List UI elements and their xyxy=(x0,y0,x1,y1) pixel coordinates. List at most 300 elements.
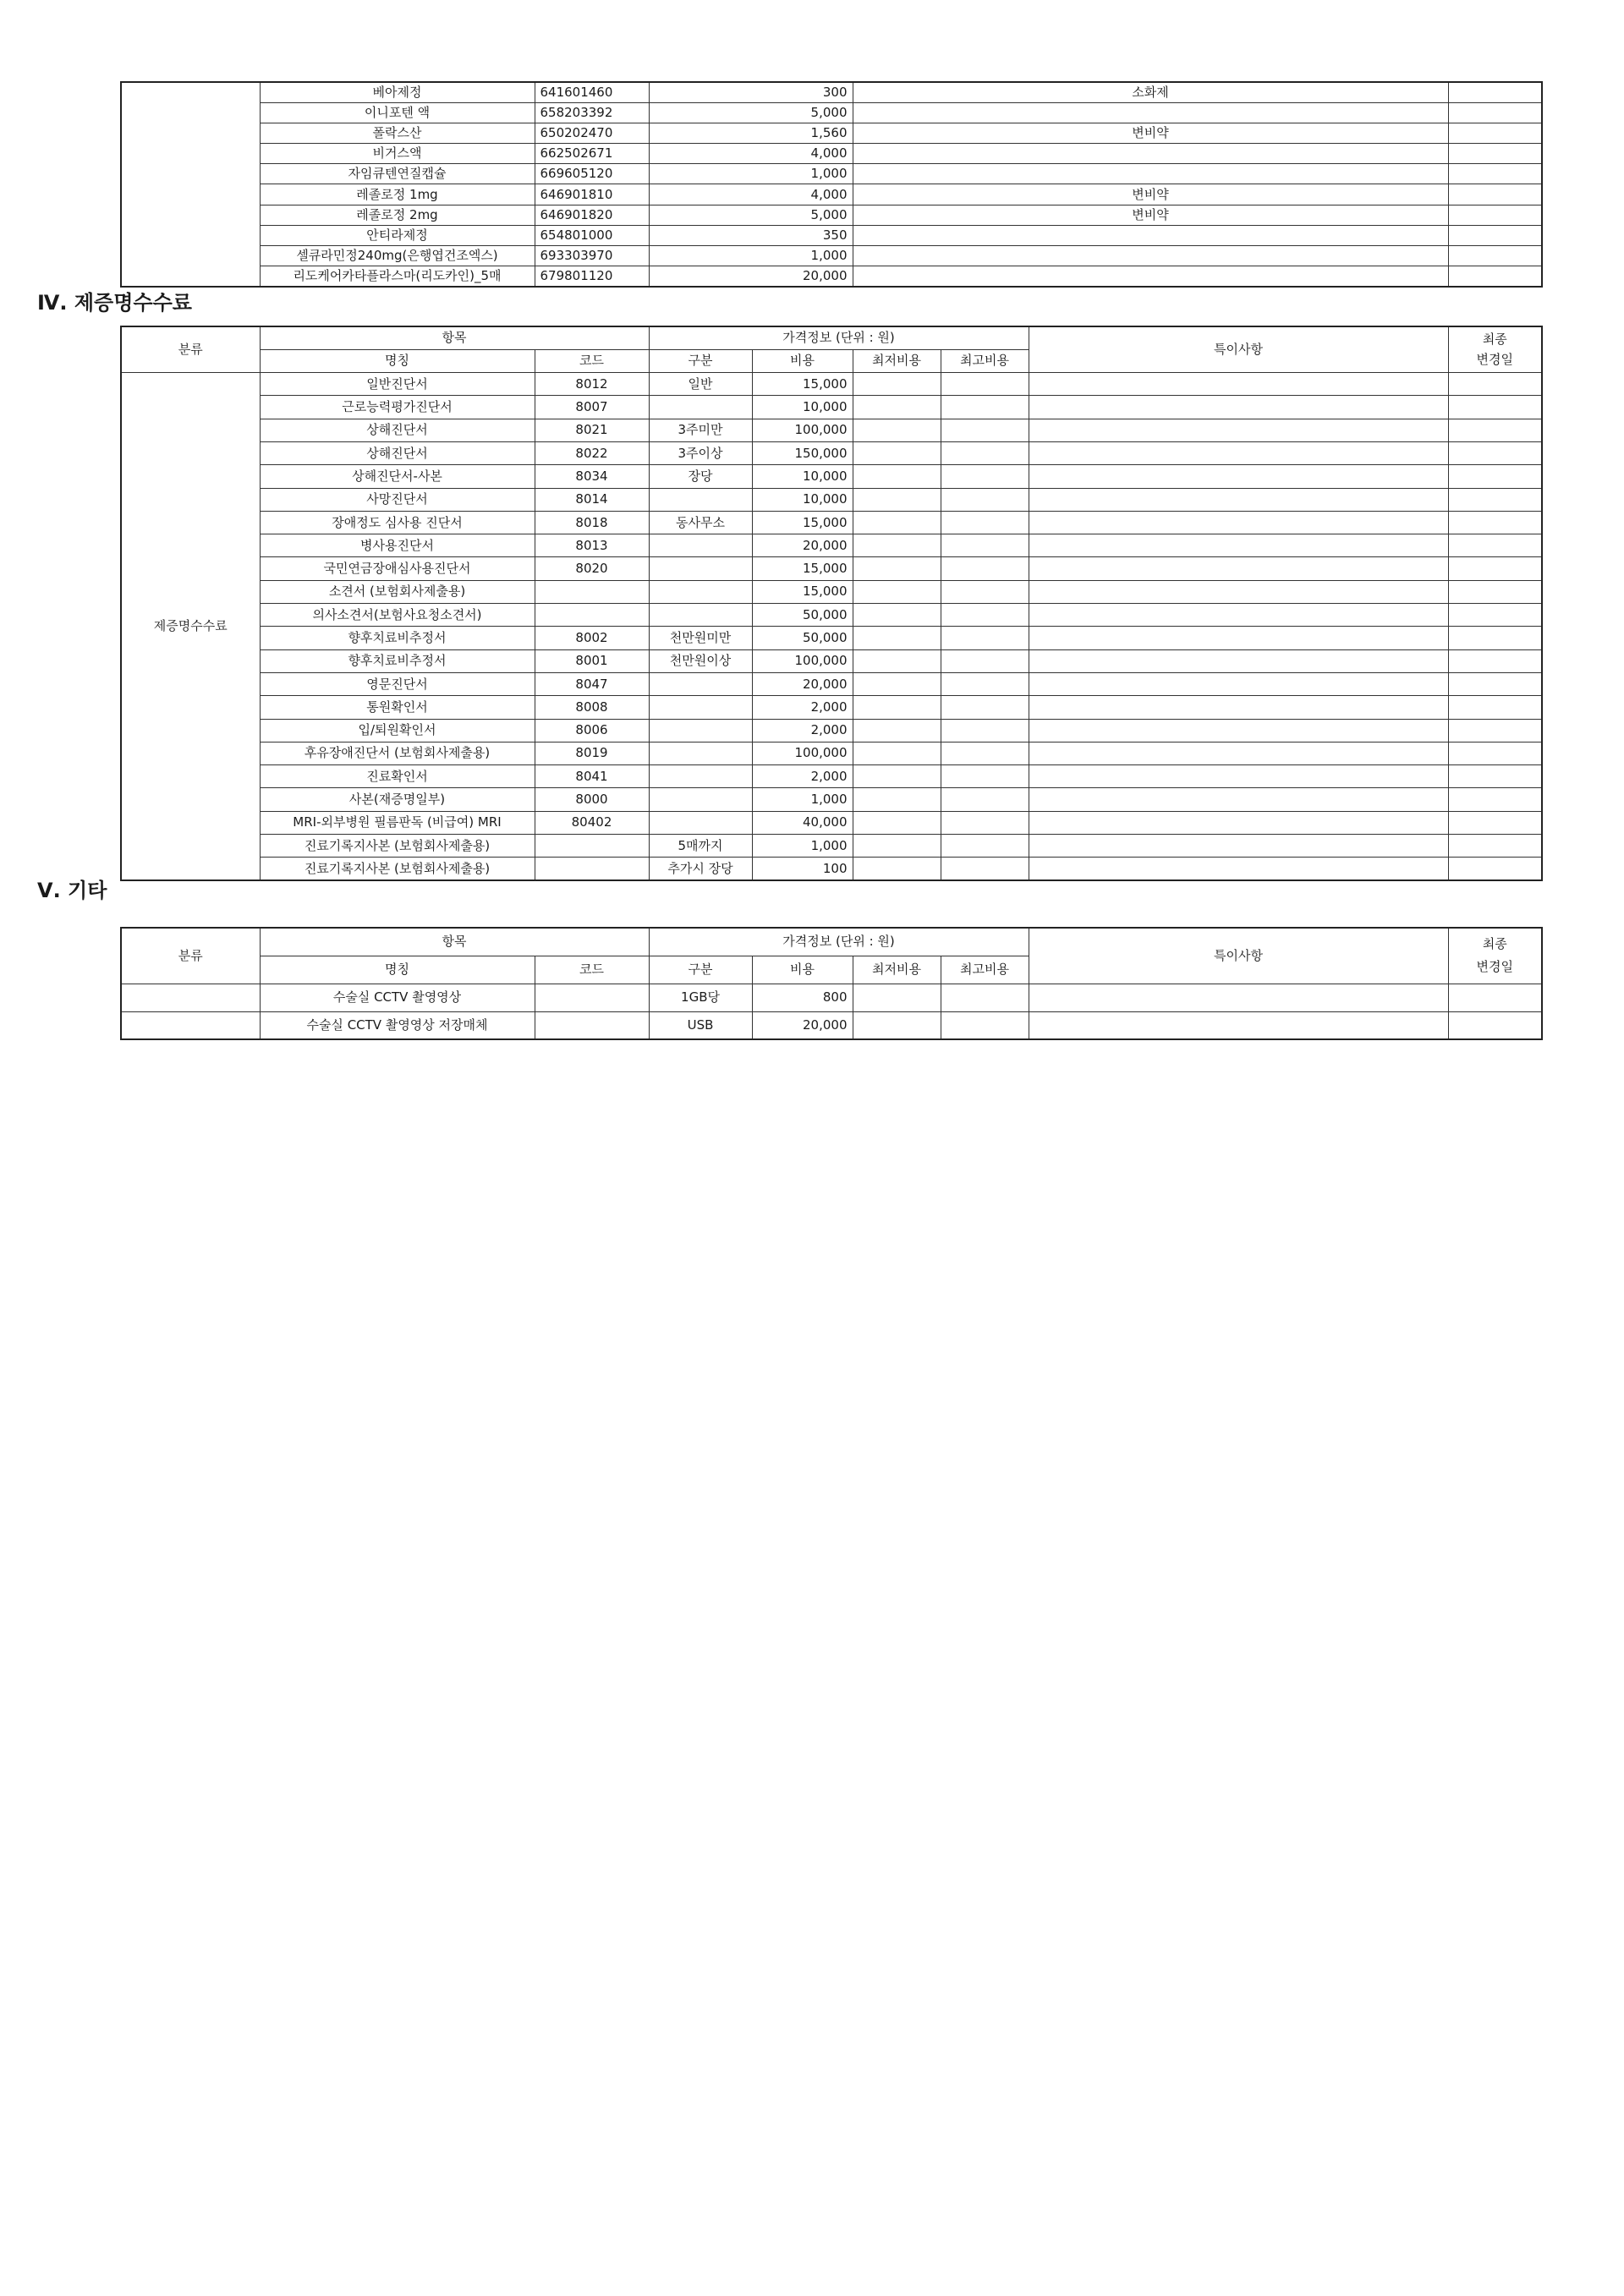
table-row xyxy=(121,102,1542,123)
item-remarks xyxy=(1029,419,1448,441)
item-cost: 20,000 xyxy=(752,1011,853,1039)
header-division: 구분 xyxy=(649,349,752,372)
item-remarks xyxy=(1029,580,1448,603)
item-name: 통원확인서 xyxy=(260,696,535,719)
item-code: 8022 xyxy=(535,441,649,464)
item-min-cost xyxy=(853,488,941,511)
etc-header-cost: 비용 xyxy=(752,956,853,984)
header-item: 항목 xyxy=(260,326,649,349)
item-remarks xyxy=(1029,441,1448,464)
etc-fee-table xyxy=(120,927,1543,1040)
item-last-changed xyxy=(1448,396,1542,419)
item-max-cost xyxy=(941,419,1029,441)
item-code: 654801000 xyxy=(535,225,649,245)
item-cost: 20,000 xyxy=(752,672,853,695)
item-last-changed xyxy=(1448,604,1542,627)
item-name: 상해진단서 xyxy=(260,419,535,441)
item-name: 사망진단서 xyxy=(260,488,535,511)
item-code xyxy=(535,580,649,603)
item-last-changed xyxy=(1448,984,1542,1011)
item-min-cost xyxy=(853,649,941,672)
item-remarks xyxy=(1029,835,1448,858)
item-last-changed xyxy=(1448,1011,1542,1039)
item-min-cost xyxy=(853,604,941,627)
item-cost: 15,000 xyxy=(752,580,853,603)
item-cost: 2,000 xyxy=(752,719,853,742)
table-row xyxy=(121,205,1542,225)
item-note: 변비약 xyxy=(853,205,1448,225)
header-cost: 비용 xyxy=(752,349,853,372)
certificate-fee-table xyxy=(120,326,1543,881)
item-min-cost xyxy=(853,373,941,396)
item-last-changed xyxy=(1448,465,1542,488)
item-max-cost xyxy=(941,719,1029,742)
last-changed-cell xyxy=(1448,123,1542,143)
item-max-cost xyxy=(941,580,1029,603)
item-code xyxy=(535,858,649,880)
item-last-changed xyxy=(1448,858,1542,880)
item-note: 변비약 xyxy=(853,123,1448,143)
item-code: 646901820 xyxy=(535,205,649,225)
item-max-cost xyxy=(941,534,1029,557)
item-name: 진료기록지사본 (보험회사제출용) xyxy=(260,858,535,880)
item-name: 상해진단서 xyxy=(260,441,535,464)
etc-header-min-cost: 최저비용 xyxy=(853,956,941,984)
item-min-cost xyxy=(853,557,941,580)
item-code: 8034 xyxy=(535,465,649,488)
last-changed-cell xyxy=(1448,82,1542,102)
item-division: 일반 xyxy=(649,373,752,396)
item-cost: 2,000 xyxy=(752,696,853,719)
item-price: 1,000 xyxy=(649,246,853,266)
last-changed-cell xyxy=(1448,246,1542,266)
item-division xyxy=(649,672,752,695)
item-division: USB xyxy=(649,1011,752,1039)
table-row xyxy=(121,488,1542,511)
item-last-changed xyxy=(1448,765,1542,788)
item-min-cost xyxy=(853,419,941,441)
item-cost: 100,000 xyxy=(752,649,853,672)
item-max-cost xyxy=(941,649,1029,672)
item-price: 300 xyxy=(649,82,853,102)
item-name: MRI-외부병원 필름판독 (비급여) MRI xyxy=(260,811,535,834)
table-row xyxy=(121,557,1542,580)
item-min-cost xyxy=(853,627,941,649)
item-remarks xyxy=(1029,742,1448,764)
item-cost: 10,000 xyxy=(752,488,853,511)
table-row xyxy=(121,788,1542,811)
item-min-cost xyxy=(853,441,941,464)
table-row xyxy=(121,246,1542,266)
item-cost: 40,000 xyxy=(752,811,853,834)
item-code: 8013 xyxy=(535,534,649,557)
table-row xyxy=(121,580,1542,603)
header-remarks: 특이사항 xyxy=(1029,326,1448,373)
item-min-cost xyxy=(853,580,941,603)
item-name: 향후치료비추정서 xyxy=(260,649,535,672)
table-row xyxy=(121,511,1542,534)
table-row xyxy=(121,627,1542,649)
item-division: 장당 xyxy=(649,465,752,488)
item-code: 646901810 xyxy=(535,184,649,205)
item-min-cost xyxy=(853,984,941,1011)
item-name: 베아제정 xyxy=(260,82,535,102)
etc-header-division: 구분 xyxy=(649,956,752,984)
item-division: 추가시 장당 xyxy=(649,858,752,880)
etc-header-category: 분류 xyxy=(121,928,260,984)
item-note xyxy=(853,144,1448,164)
item-name: 병사용진단서 xyxy=(260,534,535,557)
item-code: 8006 xyxy=(535,719,649,742)
last-changed-cell xyxy=(1448,205,1542,225)
table-row xyxy=(121,419,1542,441)
item-code: 8020 xyxy=(535,557,649,580)
item-note xyxy=(853,102,1448,123)
table-row xyxy=(121,123,1542,143)
item-code: 8001 xyxy=(535,649,649,672)
table-row xyxy=(121,604,1542,627)
etc-table-body xyxy=(121,984,1542,1039)
item-remarks xyxy=(1029,672,1448,695)
item-code: 679801120 xyxy=(535,266,649,287)
header-name: 명칭 xyxy=(260,349,535,372)
item-name: 비거스액 xyxy=(260,144,535,164)
table-row xyxy=(121,396,1542,419)
item-name: 폴락스산 xyxy=(260,123,535,143)
etc-header-remarks: 특이사항 xyxy=(1029,928,1448,984)
header-price-info: 가격정보 (단위 : 원) xyxy=(649,326,1029,349)
item-cost: 50,000 xyxy=(752,604,853,627)
item-code: 8019 xyxy=(535,742,649,764)
item-price: 4,000 xyxy=(649,184,853,205)
header-row-1 xyxy=(121,326,1542,349)
table-row xyxy=(121,1011,1542,1039)
item-code: 641601460 xyxy=(535,82,649,102)
item-max-cost xyxy=(941,742,1029,764)
header-last-changed: 최종 변경일 xyxy=(1448,326,1542,373)
item-remarks xyxy=(1029,604,1448,627)
item-min-cost xyxy=(853,811,941,834)
item-remarks xyxy=(1029,649,1448,672)
last-changed-cell xyxy=(1448,225,1542,245)
item-max-cost xyxy=(941,488,1029,511)
item-price: 5,000 xyxy=(649,102,853,123)
table-row xyxy=(121,984,1542,1011)
last-changed-cell xyxy=(1448,164,1542,184)
item-division xyxy=(649,742,752,764)
item-division xyxy=(649,488,752,511)
item-last-changed xyxy=(1448,534,1542,557)
item-name: 입/퇴원확인서 xyxy=(260,719,535,742)
table-row xyxy=(121,672,1542,695)
item-note xyxy=(853,164,1448,184)
table-row xyxy=(121,835,1542,858)
item-min-cost xyxy=(853,534,941,557)
header-code: 코드 xyxy=(535,349,649,372)
item-last-changed xyxy=(1448,580,1542,603)
item-code: 8047 xyxy=(535,672,649,695)
item-name: 상해진단서-사본 xyxy=(260,465,535,488)
item-min-cost xyxy=(853,719,941,742)
item-remarks xyxy=(1029,488,1448,511)
drug-price-table xyxy=(120,81,1543,288)
item-max-cost xyxy=(941,627,1029,649)
item-division: 3주이상 xyxy=(649,441,752,464)
item-min-cost xyxy=(853,396,941,419)
section-4-title: Ⅳ. 제증명수수료 xyxy=(37,291,192,315)
item-division xyxy=(649,719,752,742)
item-min-cost xyxy=(853,765,941,788)
item-remarks xyxy=(1029,1011,1448,1039)
item-name: 후유장애진단서 (보험회사제출용) xyxy=(260,742,535,764)
item-last-changed xyxy=(1448,419,1542,441)
item-note: 변비약 xyxy=(853,184,1448,205)
item-division: 동사무소 xyxy=(649,511,752,534)
item-max-cost xyxy=(941,811,1029,834)
item-price: 1,000 xyxy=(649,164,853,184)
item-remarks xyxy=(1029,373,1448,396)
item-name: 안티라제정 xyxy=(260,225,535,245)
item-min-cost xyxy=(853,835,941,858)
item-min-cost xyxy=(853,858,941,880)
last-changed-cell xyxy=(1448,102,1542,123)
item-cost: 1,000 xyxy=(752,788,853,811)
item-name: 자임큐텐연질캡슐 xyxy=(260,164,535,184)
item-code: 8041 xyxy=(535,765,649,788)
category-cell xyxy=(121,82,260,287)
item-max-cost xyxy=(941,696,1029,719)
item-note: 소화제 xyxy=(853,82,1448,102)
table-row xyxy=(121,82,1542,102)
item-max-cost xyxy=(941,788,1029,811)
item-division xyxy=(649,604,752,627)
item-name: 일반진단서 xyxy=(260,373,535,396)
item-min-cost xyxy=(853,672,941,695)
item-code: 8012 xyxy=(535,373,649,396)
etc-header-row-1 xyxy=(121,928,1542,956)
etc-header-max-cost: 최고비용 xyxy=(941,956,1029,984)
item-name: 향후치료비추정서 xyxy=(260,627,535,649)
item-price: 20,000 xyxy=(649,266,853,287)
etc-header-item: 항목 xyxy=(260,928,649,956)
last-changed-cell xyxy=(1448,184,1542,205)
item-last-changed xyxy=(1448,811,1542,834)
item-min-cost xyxy=(853,465,941,488)
table-row xyxy=(121,858,1542,880)
item-remarks xyxy=(1029,627,1448,649)
item-note xyxy=(853,246,1448,266)
item-division xyxy=(649,811,752,834)
etc-header-last-changed: 최종 변경일 xyxy=(1448,928,1542,984)
item-cost: 10,000 xyxy=(752,465,853,488)
item-max-cost xyxy=(941,511,1029,534)
item-min-cost xyxy=(853,742,941,764)
item-max-cost xyxy=(941,672,1029,695)
item-last-changed xyxy=(1448,742,1542,764)
item-code: 658203392 xyxy=(535,102,649,123)
item-last-changed xyxy=(1448,441,1542,464)
table-row xyxy=(121,742,1542,764)
item-division xyxy=(649,396,752,419)
item-remarks xyxy=(1029,534,1448,557)
item-cost: 100,000 xyxy=(752,742,853,764)
item-division: 천만원이상 xyxy=(649,649,752,672)
item-cost: 10,000 xyxy=(752,396,853,419)
item-code: 662502671 xyxy=(535,144,649,164)
table-row xyxy=(121,534,1542,557)
item-division: 5매까지 xyxy=(649,835,752,858)
item-division xyxy=(649,788,752,811)
item-cost: 2,000 xyxy=(752,765,853,788)
item-code xyxy=(535,604,649,627)
header-category: 분류 xyxy=(121,326,260,373)
item-cost: 100 xyxy=(752,858,853,880)
item-division xyxy=(649,557,752,580)
item-max-cost xyxy=(941,858,1029,880)
item-division xyxy=(649,580,752,603)
item-code: 8002 xyxy=(535,627,649,649)
item-remarks xyxy=(1029,696,1448,719)
item-remarks xyxy=(1029,984,1448,1011)
header-max-cost: 최고비용 xyxy=(941,349,1029,372)
item-max-cost xyxy=(941,441,1029,464)
etc-header-price-info: 가격정보 (단위 : 원) xyxy=(649,928,1029,956)
drug-table-body xyxy=(121,82,1542,287)
item-cost: 800 xyxy=(752,984,853,1011)
item-min-cost xyxy=(853,1011,941,1039)
item-name: 사본(재증명일부) xyxy=(260,788,535,811)
item-cost: 1,000 xyxy=(752,835,853,858)
table-row xyxy=(121,266,1542,287)
item-name: 리도케어카타플라스마(리도카인)_5매 xyxy=(260,266,535,287)
item-max-cost xyxy=(941,396,1029,419)
item-cost: 150,000 xyxy=(752,441,853,464)
item-max-cost xyxy=(941,465,1029,488)
item-code xyxy=(535,1011,649,1039)
item-code: 8000 xyxy=(535,788,649,811)
item-name: 영문진단서 xyxy=(260,672,535,695)
item-max-cost xyxy=(941,373,1029,396)
item-code: 8007 xyxy=(535,396,649,419)
category-label: 제증명수수료 xyxy=(121,373,260,881)
item-max-cost xyxy=(941,765,1029,788)
item-division xyxy=(649,534,752,557)
item-code: 80402 xyxy=(535,811,649,834)
item-note xyxy=(853,225,1448,245)
item-price: 4,000 xyxy=(649,144,853,164)
item-division xyxy=(649,696,752,719)
item-name: 셀큐라민정240mg(은행엽건조엑스) xyxy=(260,246,535,266)
item-name: 수술실 CCTV 촬영영상 xyxy=(260,984,535,1011)
last-changed-cell xyxy=(1448,144,1542,164)
item-last-changed xyxy=(1448,488,1542,511)
table-row xyxy=(121,719,1542,742)
item-last-changed xyxy=(1448,557,1542,580)
category-cell xyxy=(121,984,260,1011)
item-last-changed xyxy=(1448,696,1542,719)
item-division: 3주미만 xyxy=(649,419,752,441)
section-5-title: Ⅴ. 기타 xyxy=(37,879,107,902)
item-remarks xyxy=(1029,465,1448,488)
item-last-changed xyxy=(1448,373,1542,396)
item-name: 장애정도 심사용 진단서 xyxy=(260,511,535,534)
item-name: 근로능력평가진단서 xyxy=(260,396,535,419)
item-last-changed xyxy=(1448,672,1542,695)
item-name: 이니포텐 액 xyxy=(260,102,535,123)
item-cost: 50,000 xyxy=(752,627,853,649)
item-remarks xyxy=(1029,788,1448,811)
item-min-cost xyxy=(853,511,941,534)
item-max-cost xyxy=(941,984,1029,1011)
item-last-changed xyxy=(1448,788,1542,811)
item-division: 1GB당 xyxy=(649,984,752,1011)
item-code: 693303970 xyxy=(535,246,649,266)
item-code: 8014 xyxy=(535,488,649,511)
table-row xyxy=(121,465,1542,488)
item-max-cost xyxy=(941,835,1029,858)
item-code xyxy=(535,835,649,858)
item-remarks xyxy=(1029,396,1448,419)
item-name: 의사소견서(보험사요청소견서) xyxy=(260,604,535,627)
table-row xyxy=(121,164,1542,184)
item-price: 5,000 xyxy=(649,205,853,225)
item-remarks xyxy=(1029,811,1448,834)
last-changed-cell xyxy=(1448,266,1542,287)
item-price: 1,560 xyxy=(649,123,853,143)
item-min-cost xyxy=(853,696,941,719)
etc-header-name: 명칭 xyxy=(260,956,535,984)
item-name: 국민연금장애심사용진단서 xyxy=(260,557,535,580)
item-remarks xyxy=(1029,765,1448,788)
item-remarks xyxy=(1029,719,1448,742)
table-row xyxy=(121,765,1542,788)
table-row xyxy=(121,441,1542,464)
item-max-cost xyxy=(941,604,1029,627)
item-remarks xyxy=(1029,858,1448,880)
etc-header-code: 코드 xyxy=(535,956,649,984)
item-code: 8021 xyxy=(535,419,649,441)
item-cost: 15,000 xyxy=(752,557,853,580)
item-remarks xyxy=(1029,557,1448,580)
item-cost: 15,000 xyxy=(752,511,853,534)
item-cost: 20,000 xyxy=(752,534,853,557)
table-row xyxy=(121,373,1542,396)
item-name: 레졸로정 1mg xyxy=(260,184,535,205)
item-remarks xyxy=(1029,511,1448,534)
item-min-cost xyxy=(853,788,941,811)
item-code: 669605120 xyxy=(535,164,649,184)
item-note xyxy=(853,266,1448,287)
table-row xyxy=(121,225,1542,245)
item-code xyxy=(535,984,649,1011)
table-row xyxy=(121,184,1542,205)
item-last-changed xyxy=(1448,835,1542,858)
item-cost: 100,000 xyxy=(752,419,853,441)
item-code: 8018 xyxy=(535,511,649,534)
item-max-cost xyxy=(941,1011,1029,1039)
table-row xyxy=(121,649,1542,672)
item-code: 8008 xyxy=(535,696,649,719)
item-name: 진료확인서 xyxy=(260,765,535,788)
item-last-changed xyxy=(1448,627,1542,649)
table-row xyxy=(121,696,1542,719)
header-min-cost: 최저비용 xyxy=(853,349,941,372)
table-row xyxy=(121,144,1542,164)
item-max-cost xyxy=(941,557,1029,580)
item-name: 수술실 CCTV 촬영영상 저장매체 xyxy=(260,1011,535,1039)
item-name: 레졸로정 2mg xyxy=(260,205,535,225)
item-last-changed xyxy=(1448,511,1542,534)
